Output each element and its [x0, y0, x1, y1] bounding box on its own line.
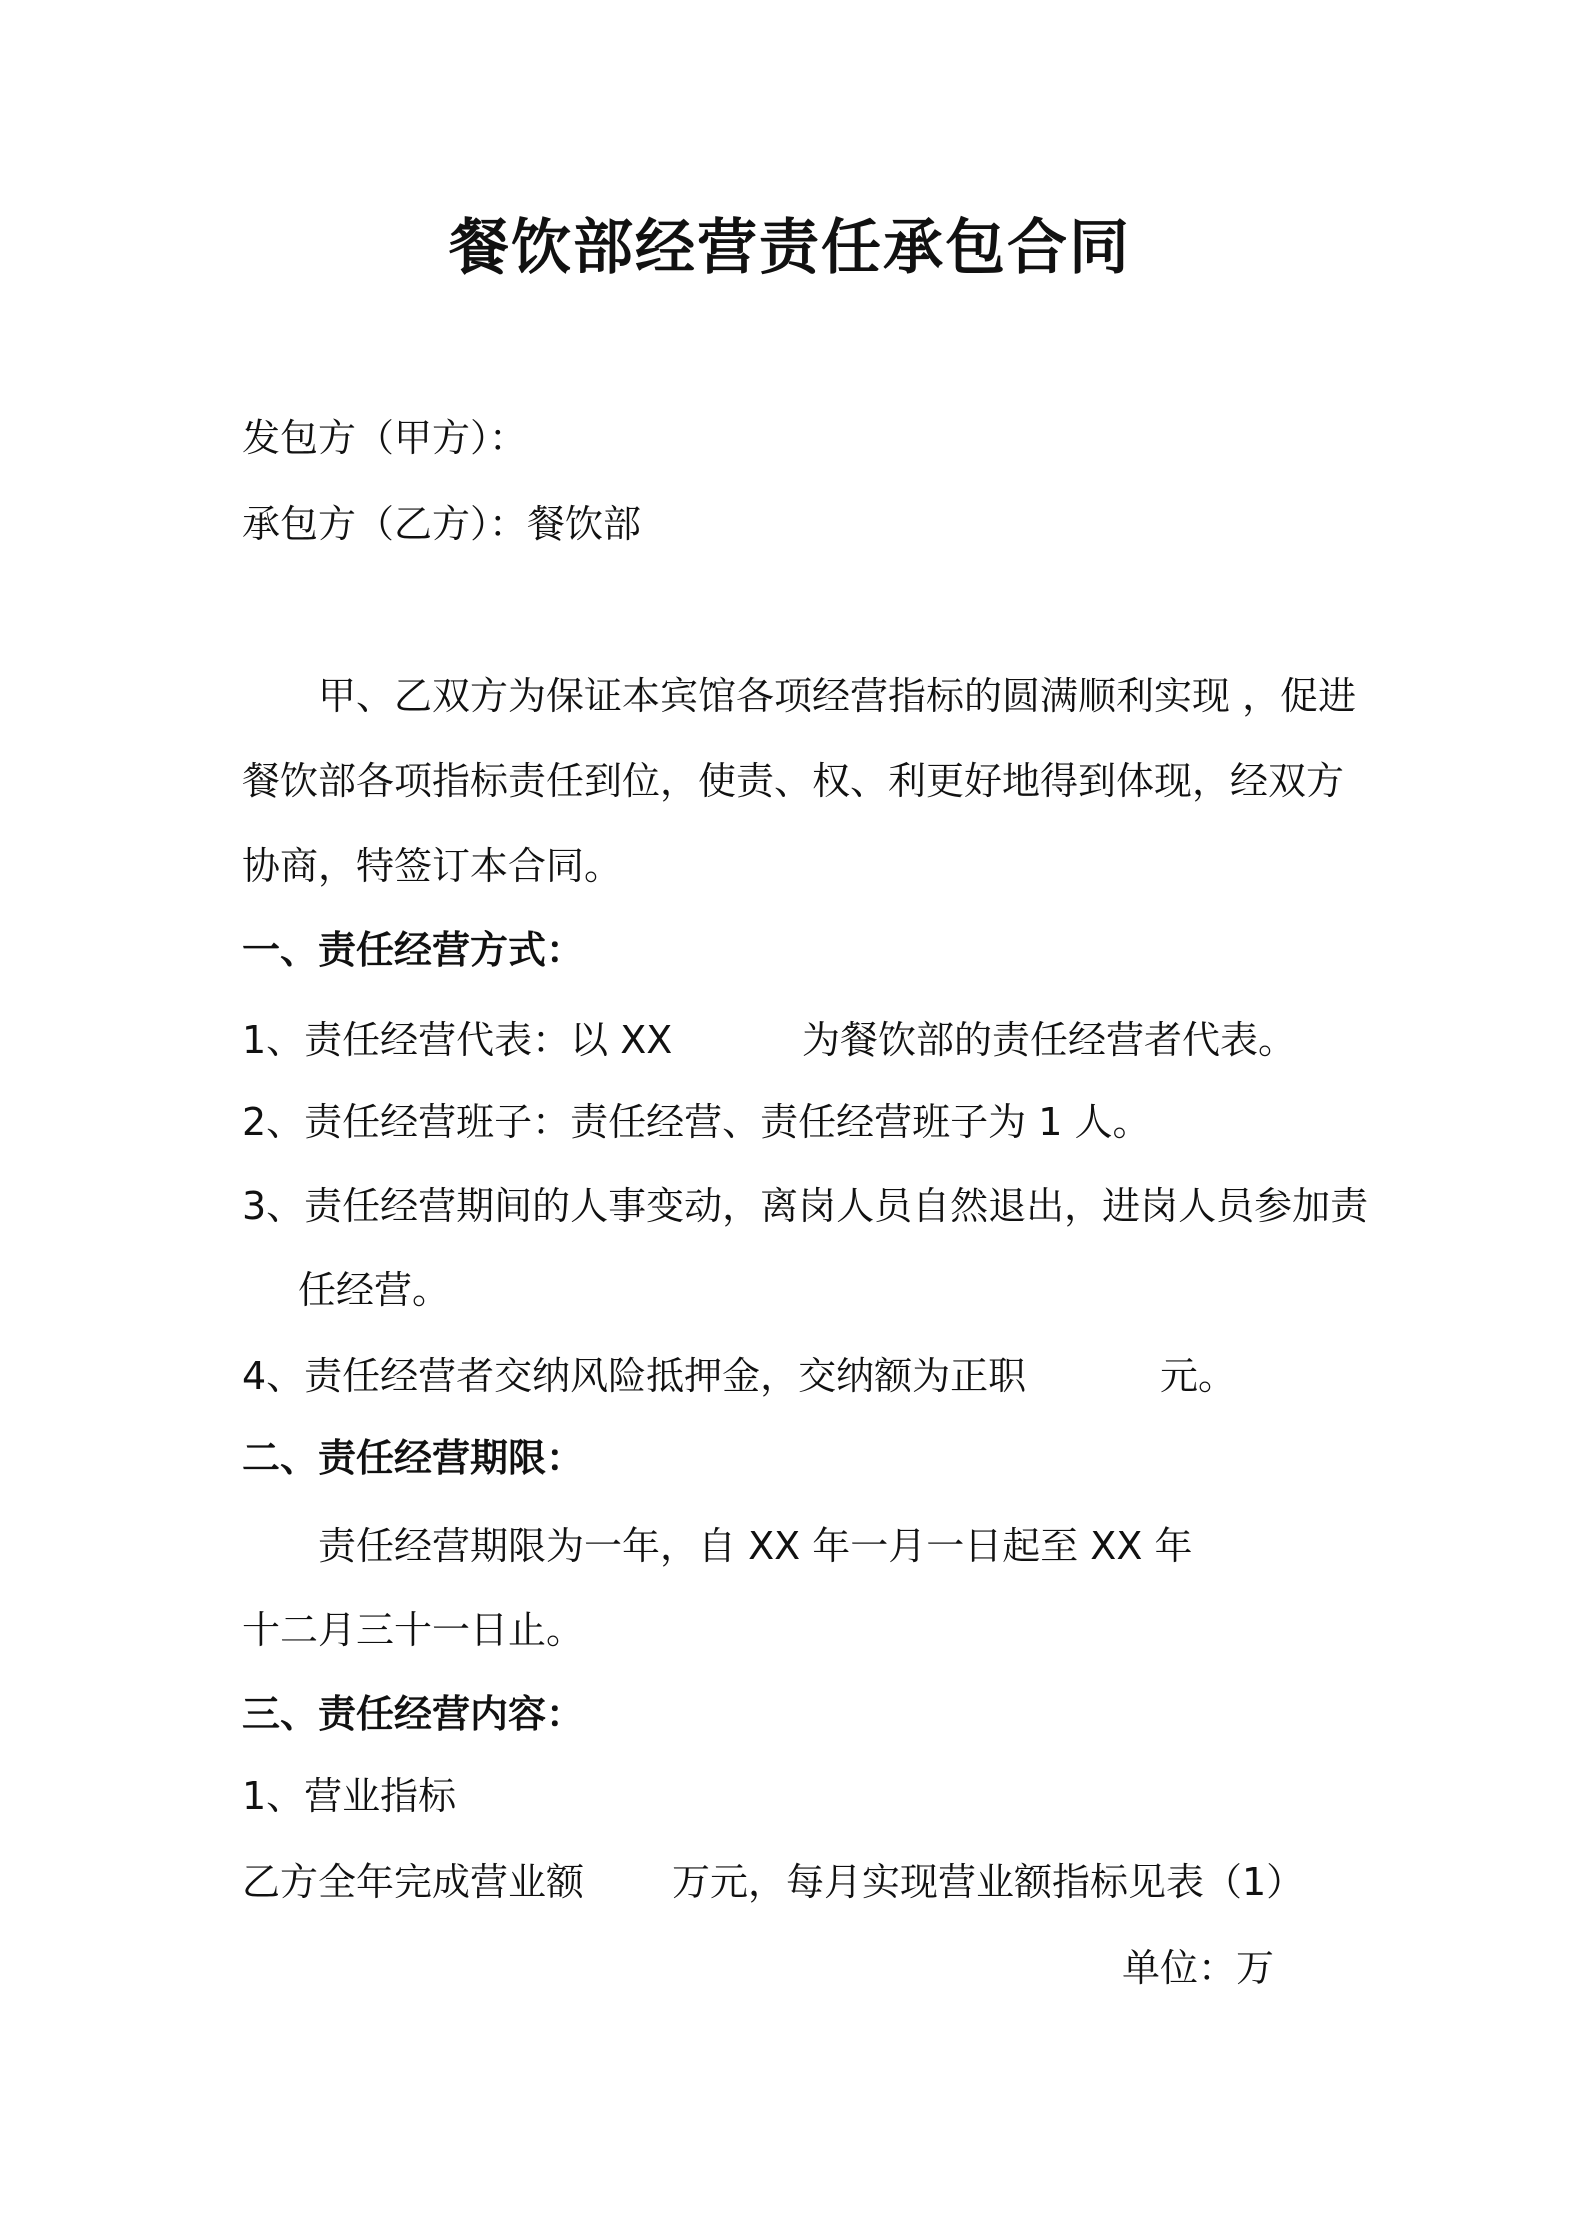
section-2-line-2: 十二月三十一日止。 — [242, 1608, 585, 1652]
party-b-line: 承包方（乙方）：餐饮部 — [242, 502, 642, 546]
section-3-item-1: 1、营业指标 — [242, 1774, 457, 1818]
section-2-heading: 二、责任经营期限： — [242, 1436, 585, 1480]
revenue-line-part-a: 乙方全年完成营业额 — [242, 1860, 585, 1904]
document-title: 餐饮部经营责任承包合同 — [449, 213, 1131, 283]
party-a-line: 发包方（甲方）： — [242, 416, 528, 460]
section-1-item-3-line-2: 任经营。 — [298, 1268, 451, 1312]
section-1-item-1-part-b: 为餐饮部的责任经营者代表。 — [802, 1018, 1297, 1062]
section-1-item-4-part-b: 元。 — [1160, 1354, 1237, 1398]
section-1-item-2: 2、责任经营班子：责任经营、责任经营班子为 1 人。 — [242, 1100, 1151, 1144]
revenue-line-part-b: 万元，每月实现营业额指标见表（1） — [672, 1860, 1305, 1904]
intro-line-2: 餐饮部各项指标责任到位，使责、权、利更好地得到体现，经双方 — [242, 759, 1345, 803]
section-1-heading: 一、责任经营方式： — [242, 928, 585, 972]
intro-line-3: 协商，特签订本合同。 — [242, 844, 623, 888]
unit-label: 单位：万 — [1122, 1946, 1275, 1990]
intro-line-1: 甲、乙双方为保证本宾馆各项经营指标的圆满顺利实现 ，促进 — [318, 674, 1357, 718]
section-2-line-1: 责任经营期限为一年，自 XX 年一月一日起至 XX 年 — [318, 1524, 1193, 1568]
section-3-heading: 三、责任经营内容： — [242, 1692, 585, 1736]
section-1-item-4-part-a: 4、责任经营者交纳风险抵押金，交纳额为正职 — [242, 1354, 1027, 1398]
section-1-item-3-line-1: 3、责任经营期间的人事变动，离岗人员自然退出，进岗人员参加责 — [242, 1184, 1369, 1228]
section-1-item-1-part-a: 1、责任经营代表：以 XX — [242, 1018, 673, 1062]
